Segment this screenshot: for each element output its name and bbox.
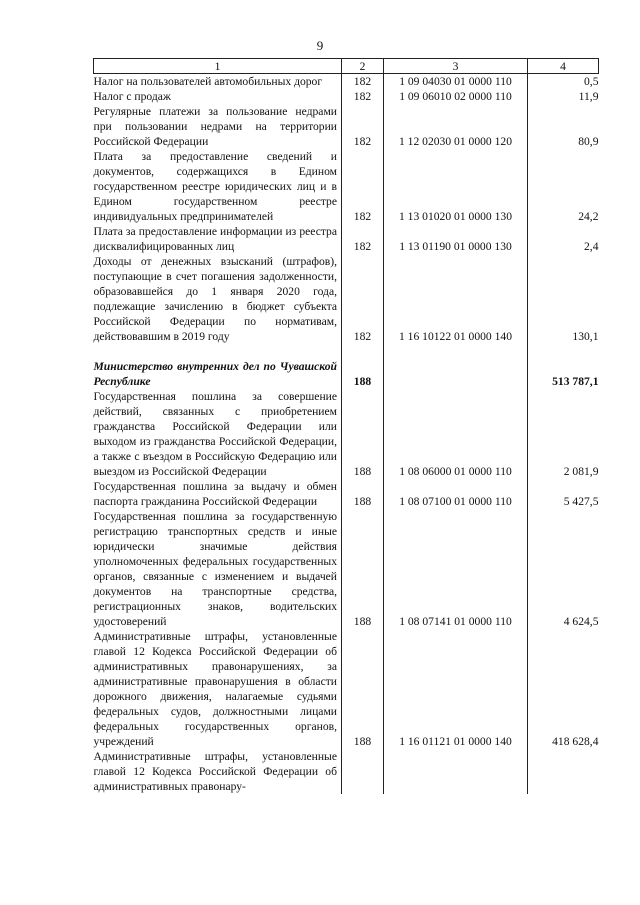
row-budget-code: 1 13 01190 01 0000 130 — [384, 224, 528, 254]
row-amount: 4 624,5 — [528, 509, 599, 629]
row-admin-code: 188 — [342, 509, 384, 629]
row-budget-code: 1 09 04030 01 0000 110 — [384, 74, 528, 90]
row-amount: 2 081,9 — [528, 389, 599, 479]
row-amount: 5 427,5 — [528, 479, 599, 509]
income-table — [93, 58, 599, 794]
header-col-1: 1 — [94, 59, 342, 74]
header-col-3: 3 — [384, 59, 528, 74]
ministry-name: Министерство внутренних дел по Чувашской Республике — [94, 359, 342, 389]
row-name: Налог на пользователей автомобильных дорог — [94, 74, 342, 90]
header-col-2: 2 — [342, 59, 384, 74]
table-row — [94, 89, 599, 104]
row-name: Плата за предоставление информации из реестра дисквалифицированных лиц — [94, 224, 342, 254]
table-row — [94, 104, 599, 149]
table-row — [94, 149, 599, 224]
row-name: Государственная пошлина за государственную регистрацию транспортных средств и иные юридически значимые действия уполномоченных федеральных государственных органов, связанные с изменением и выдачей документов на транспортные средства, регистрационных знаков, водительских удостоверений — [94, 509, 342, 629]
table-row — [94, 479, 599, 509]
row-admin-code: 182 — [342, 74, 384, 90]
ministry-admin-code: 188 — [342, 359, 384, 389]
ministry-budget-code — [384, 359, 528, 389]
row-amount: 2,4 — [528, 224, 599, 254]
row-budget-code: 1 16 10122 01 0000 140 — [384, 254, 528, 344]
row-admin-code: 182 — [342, 224, 384, 254]
row-name: Налог с продаж — [94, 89, 342, 104]
row-amount: 0,5 — [528, 74, 599, 90]
row-admin-code: 182 — [342, 149, 384, 224]
row-amount: 418 628,4 — [528, 629, 599, 749]
row-name: Административные штрафы, установленные главой 12 Кодекса Российской Федерации об административных правонару- — [94, 749, 342, 794]
row-budget-code: 1 16 01121 01 0000 140 — [384, 629, 528, 749]
row-amount: 24,2 — [528, 149, 599, 224]
row-admin-code: 188 — [342, 629, 384, 749]
table-row — [94, 389, 599, 479]
row-budget-code: 1 12 02030 01 0000 120 — [384, 104, 528, 149]
row-budget-code: 1 08 07100 01 0000 110 — [384, 479, 528, 509]
row-budget-code: 1 09 06010 02 0000 110 — [384, 89, 528, 104]
row-name: Административные штрафы, установленные главой 12 Кодекса Российской Федерации об административных правонарушениях, за административные правонарушения в области дорожного движения, налагаемые судьями федеральных судов, должностными лицами федеральных государственных органов, учреждений — [94, 629, 342, 749]
row-admin-code: 182 — [342, 104, 384, 149]
table-row — [94, 509, 599, 629]
table-row — [94, 254, 599, 344]
row-amount: 11,9 — [528, 89, 599, 104]
page-number: 9 — [316, 38, 324, 53]
row-amount: 80,9 — [528, 104, 599, 149]
row-name: Регулярные платежи за пользование недрами при пользовании недрами на территории Российской Федерации — [94, 104, 342, 149]
table-header-row — [94, 59, 599, 74]
row-budget-code: 1 08 06000 01 0000 110 — [384, 389, 528, 479]
row-amount: 130,1 — [528, 254, 599, 344]
row-admin-code: 188 — [342, 389, 384, 479]
row-name: Плата за предоставление сведений и документов, содержащихся в Едином государственном реестре юридических лиц и в Едином государственном реестре индивидуальных предпринимателей — [94, 149, 342, 224]
table-row — [94, 629, 599, 749]
table-row — [94, 74, 599, 90]
row-admin-code: 182 — [342, 89, 384, 104]
row-name: Государственная пошлина за выдачу и обмен паспорта гражданина Российской Федерации — [94, 479, 342, 509]
row-admin-code: 182 — [342, 254, 384, 344]
row-budget-code — [384, 749, 528, 794]
ministry-total-amount: 513 787,1 — [528, 359, 599, 389]
row-name: Доходы от денежных взысканий (штрафов), поступающие в счет погашения задолженности, образовавшейся до 1 января 2020 года, подлежащие зачислению в бюджет субъекта Российской Федерации по нормативам, действовавшим в 2019 году — [94, 254, 342, 344]
table-spacer-row — [94, 344, 599, 359]
table-row — [94, 224, 599, 254]
row-budget-code: 1 08 07141 01 0000 110 — [384, 509, 528, 629]
row-admin-code: 188 — [342, 479, 384, 509]
row-admin-code — [342, 749, 384, 794]
row-budget-code: 1 13 01020 01 0000 130 — [384, 149, 528, 224]
row-name: Государственная пошлина за совершение действий, связанных с приобретением гражданства Российской Федерации или выходом из гражданства Российской Федерации, а также с въездом в Российскую Федерацию или выездом из Российской Федерации — [94, 389, 342, 479]
header-col-4: 4 — [528, 59, 599, 74]
row-amount — [528, 749, 599, 794]
ministry-row — [94, 359, 599, 389]
table-row — [94, 749, 599, 794]
